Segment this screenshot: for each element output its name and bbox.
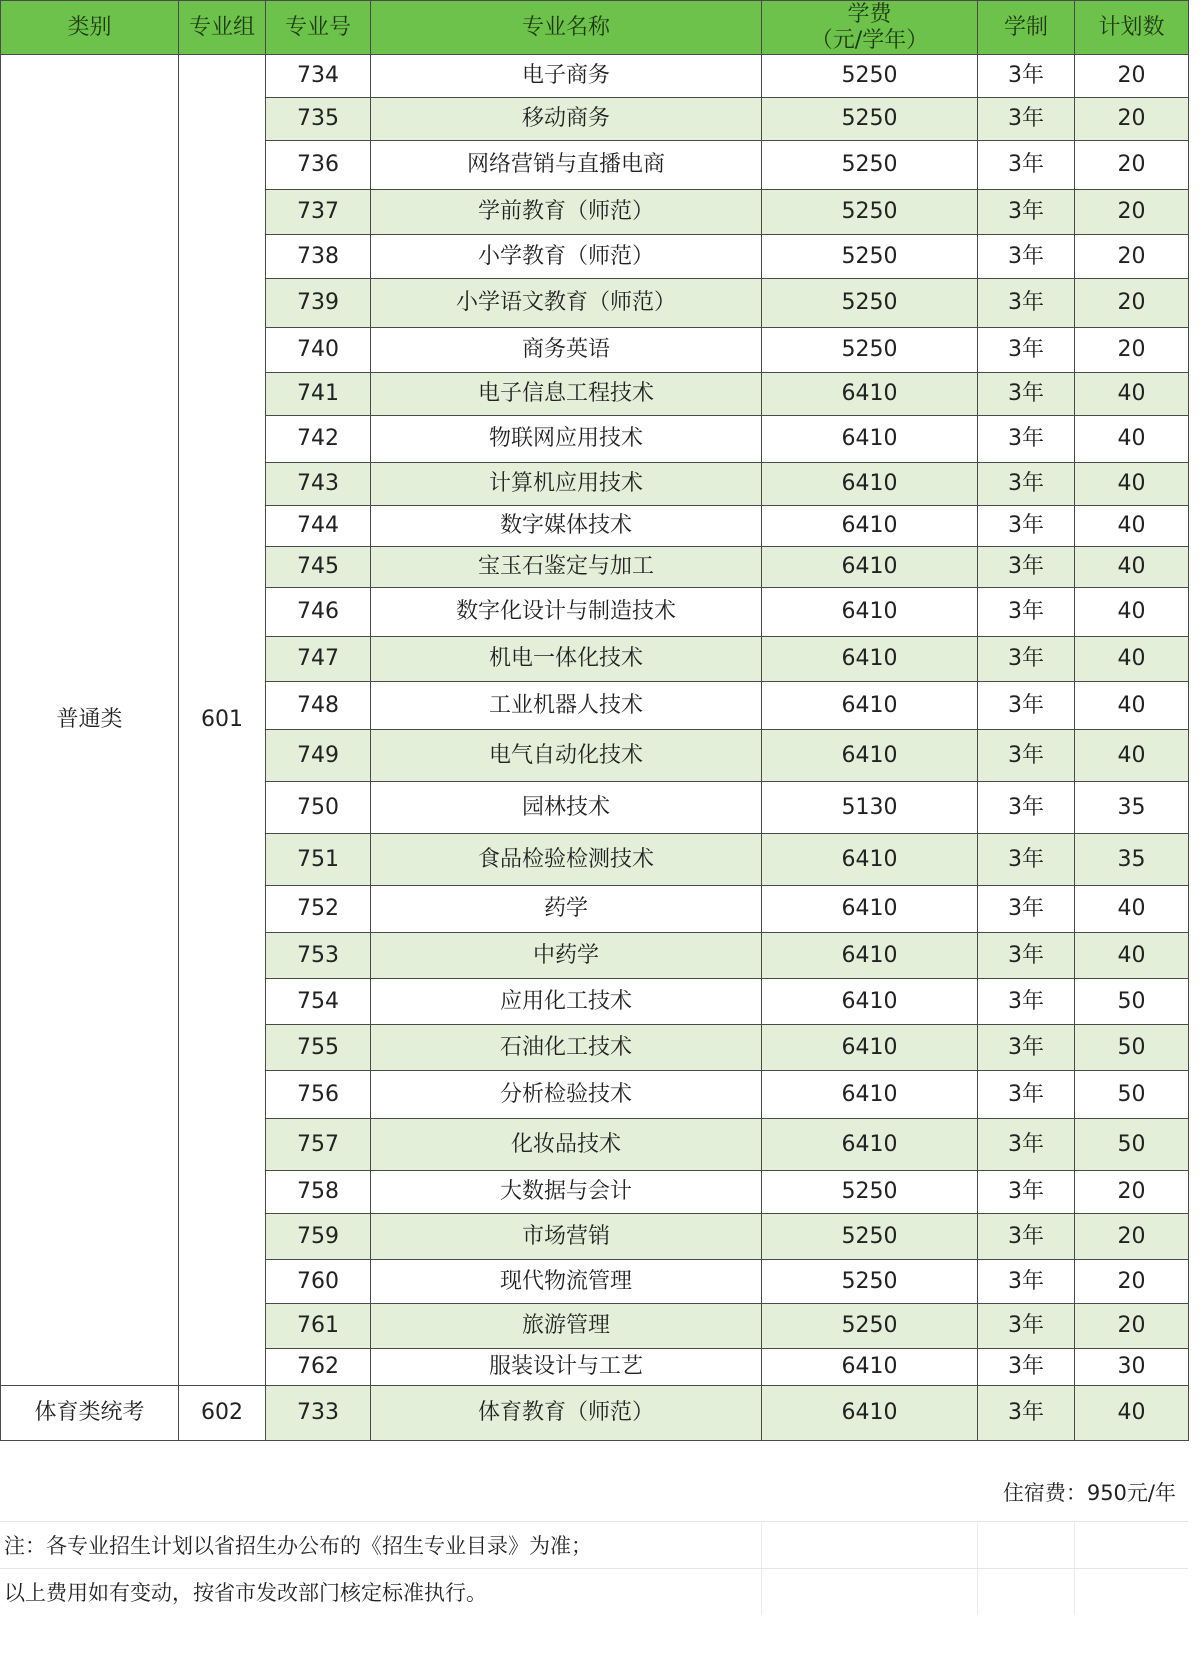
cell-name: 中药学 bbox=[371, 933, 762, 979]
cell-plan: 40 bbox=[1075, 886, 1189, 933]
header-name: 专业名称 bbox=[371, 1, 762, 55]
cell-duration: 3年 bbox=[978, 141, 1075, 190]
cell-duration: 3年 bbox=[978, 55, 1075, 98]
group-cell: 602 bbox=[179, 1386, 266, 1441]
header-group: 专业组 bbox=[179, 1, 266, 55]
lodging-fee-text: 住宿费：950元/年 bbox=[1002, 1481, 1176, 1505]
header-code: 专业号 bbox=[266, 1, 371, 55]
cell-plan: 40 bbox=[1075, 637, 1189, 682]
cell-duration: 3年 bbox=[978, 933, 1075, 979]
header-category: 类别 bbox=[1, 1, 179, 55]
cell-fee: 6410 bbox=[762, 463, 978, 506]
cell-duration: 3年 bbox=[978, 1119, 1075, 1171]
cell-fee: 6410 bbox=[762, 1071, 978, 1119]
cell-plan: 40 bbox=[1075, 416, 1189, 463]
lodging-row bbox=[0, 1469, 1188, 1522]
cell-name: 药学 bbox=[371, 886, 762, 933]
cell-fee: 6410 bbox=[762, 682, 978, 730]
cell-name: 体育教育（师范） bbox=[371, 1386, 762, 1441]
cell-code: 761 bbox=[266, 1304, 371, 1349]
cell-code: 762 bbox=[266, 1349, 371, 1386]
cell-code: 744 bbox=[266, 506, 371, 547]
cell-duration: 3年 bbox=[978, 463, 1075, 506]
cell-name: 现代物流管理 bbox=[371, 1260, 762, 1304]
cell-plan: 35 bbox=[1075, 782, 1189, 834]
cell-fee: 5250 bbox=[762, 328, 978, 373]
cell-name: 市场营销 bbox=[371, 1214, 762, 1260]
cell-plan: 30 bbox=[1075, 1349, 1189, 1386]
cell-fee: 6410 bbox=[762, 547, 978, 588]
cell-code: 758 bbox=[266, 1171, 371, 1214]
cell-duration: 3年 bbox=[978, 1304, 1075, 1349]
cell-duration: 3年 bbox=[978, 1349, 1075, 1386]
cell-code: 742 bbox=[266, 416, 371, 463]
cell-fee: 5250 bbox=[762, 190, 978, 235]
cell-duration: 3年 bbox=[978, 1071, 1075, 1119]
cell-code: 747 bbox=[266, 637, 371, 682]
cell-duration: 3年 bbox=[978, 730, 1075, 782]
cell-name: 分析检验技术 bbox=[371, 1071, 762, 1119]
cell-code: 749 bbox=[266, 730, 371, 782]
cell-fee: 6410 bbox=[762, 373, 978, 416]
cell-duration: 3年 bbox=[978, 782, 1075, 834]
cell-name: 旅游管理 bbox=[371, 1304, 762, 1349]
group-cell: 601 bbox=[179, 55, 266, 1386]
cell-plan: 20 bbox=[1075, 1304, 1189, 1349]
category-cell: 普通类 bbox=[1, 55, 179, 1386]
cell-name: 电子信息工程技术 bbox=[371, 373, 762, 416]
cell-plan: 20 bbox=[1075, 1214, 1189, 1260]
cell-name: 石油化工技术 bbox=[371, 1025, 762, 1071]
cell-duration: 3年 bbox=[978, 416, 1075, 463]
cell-code: 756 bbox=[266, 1071, 371, 1119]
cell-plan: 20 bbox=[1075, 55, 1189, 98]
cell-plan: 20 bbox=[1075, 141, 1189, 190]
cell-duration: 3年 bbox=[978, 98, 1075, 141]
cell-code: 733 bbox=[266, 1386, 371, 1441]
cell-name: 计算机应用技术 bbox=[371, 463, 762, 506]
cell-plan: 50 bbox=[1075, 1025, 1189, 1071]
cell-code: 741 bbox=[266, 373, 371, 416]
cell-code: 738 bbox=[266, 235, 371, 279]
cell-code: 740 bbox=[266, 328, 371, 373]
cell-duration: 3年 bbox=[978, 1025, 1075, 1071]
table-row bbox=[1, 55, 1189, 98]
cell-plan: 35 bbox=[1075, 834, 1189, 886]
cell-fee: 6410 bbox=[762, 506, 978, 547]
cell-name: 大数据与会计 bbox=[371, 1171, 762, 1214]
cell-plan: 20 bbox=[1075, 235, 1189, 279]
cell-plan: 40 bbox=[1075, 463, 1189, 506]
cell-code: 750 bbox=[266, 782, 371, 834]
cell-fee: 6410 bbox=[762, 1386, 978, 1441]
cell-plan: 50 bbox=[1075, 1071, 1189, 1119]
cell-code: 734 bbox=[266, 55, 371, 98]
cell-name: 食品检验检测技术 bbox=[371, 834, 762, 886]
cell-code: 760 bbox=[266, 1260, 371, 1304]
cell-code: 737 bbox=[266, 190, 371, 235]
cell-name: 园林技术 bbox=[371, 782, 762, 834]
cell-duration: 3年 bbox=[978, 1260, 1075, 1304]
header-fee-line2: （元/学年） bbox=[810, 27, 929, 53]
cell-fee: 6410 bbox=[762, 1349, 978, 1386]
cell-plan: 20 bbox=[1075, 98, 1189, 141]
cell-code: 748 bbox=[266, 682, 371, 730]
cell-plan: 20 bbox=[1075, 190, 1189, 235]
cell-duration: 3年 bbox=[978, 682, 1075, 730]
cell-duration: 3年 bbox=[978, 1386, 1075, 1441]
footer-notes bbox=[0, 1481, 1188, 1673]
cell-plan: 50 bbox=[1075, 1119, 1189, 1171]
note-row-1 bbox=[0, 1522, 1188, 1569]
cell-plan: 40 bbox=[1075, 1386, 1189, 1441]
cell-name: 网络营销与直播电商 bbox=[371, 141, 762, 190]
cell-name: 物联网应用技术 bbox=[371, 416, 762, 463]
cell-plan: 50 bbox=[1075, 979, 1189, 1025]
cell-code: 757 bbox=[266, 1119, 371, 1171]
cell-fee: 6410 bbox=[762, 886, 978, 933]
cell-code: 751 bbox=[266, 834, 371, 886]
cell-plan: 20 bbox=[1075, 1260, 1189, 1304]
cell-name: 数字化设计与制造技术 bbox=[371, 588, 762, 637]
cell-fee: 5250 bbox=[762, 1214, 978, 1260]
cell-name: 电子商务 bbox=[371, 55, 762, 98]
cell-name: 移动商务 bbox=[371, 98, 762, 141]
cell-name: 学前教育（师范） bbox=[371, 190, 762, 235]
note-line-2: 以上费用如有变动，按省市发改部门核定标准执行。 bbox=[4, 1581, 487, 1605]
cell-code: 755 bbox=[266, 1025, 371, 1071]
cell-fee: 5250 bbox=[762, 141, 978, 190]
cell-fee: 6410 bbox=[762, 730, 978, 782]
cell-duration: 3年 bbox=[978, 1214, 1075, 1260]
cell-duration: 3年 bbox=[978, 637, 1075, 682]
header-fee bbox=[762, 1, 978, 55]
cell-plan: 40 bbox=[1075, 730, 1189, 782]
header-plan: 计划数 bbox=[1075, 1, 1189, 55]
cell-code: 753 bbox=[266, 933, 371, 979]
cell-fee: 6410 bbox=[762, 588, 978, 637]
cell-code: 736 bbox=[266, 141, 371, 190]
cell-name: 宝玉石鉴定与加工 bbox=[371, 547, 762, 588]
header-fee-line1: 学费 bbox=[847, 2, 892, 28]
cell-duration: 3年 bbox=[978, 190, 1075, 235]
note-row-2 bbox=[0, 1569, 1188, 1615]
cell-code: 743 bbox=[266, 463, 371, 506]
note-line-1: 注：各专业招生计划以省招生办公布的《招生专业目录》为准； bbox=[4, 1534, 592, 1558]
cell-duration: 3年 bbox=[978, 328, 1075, 373]
cell-duration: 3年 bbox=[978, 886, 1075, 933]
cell-name: 化妆品技术 bbox=[371, 1119, 762, 1171]
cell-duration: 3年 bbox=[978, 1171, 1075, 1214]
cell-fee: 5250 bbox=[762, 1304, 978, 1349]
cell-fee: 5250 bbox=[762, 1260, 978, 1304]
cell-name: 服装设计与工艺 bbox=[371, 1349, 762, 1386]
cell-name: 小学语文教育（师范） bbox=[371, 279, 762, 328]
cell-name: 电气自动化技术 bbox=[371, 730, 762, 782]
header-duration: 学制 bbox=[978, 1, 1075, 55]
cell-name: 小学教育（师范） bbox=[371, 235, 762, 279]
cell-code: 754 bbox=[266, 979, 371, 1025]
cell-plan: 20 bbox=[1075, 279, 1189, 328]
cell-duration: 3年 bbox=[978, 588, 1075, 637]
cell-fee: 5250 bbox=[762, 98, 978, 141]
cell-plan: 40 bbox=[1075, 588, 1189, 637]
cell-code: 746 bbox=[266, 588, 371, 637]
cell-code: 745 bbox=[266, 547, 371, 588]
category-cell: 体育类统考 bbox=[1, 1386, 179, 1441]
cell-plan: 40 bbox=[1075, 933, 1189, 979]
cell-fee: 6410 bbox=[762, 834, 978, 886]
cell-duration: 3年 bbox=[978, 834, 1075, 886]
cell-name: 机电一体化技术 bbox=[371, 637, 762, 682]
cell-fee: 5250 bbox=[762, 235, 978, 279]
cell-code: 735 bbox=[266, 98, 371, 141]
cell-fee: 6410 bbox=[762, 1025, 978, 1071]
cell-code: 739 bbox=[266, 279, 371, 328]
cell-plan: 40 bbox=[1075, 547, 1189, 588]
cell-duration: 3年 bbox=[978, 279, 1075, 328]
cell-name: 应用化工技术 bbox=[371, 979, 762, 1025]
cell-code: 752 bbox=[266, 886, 371, 933]
cell-fee: 5130 bbox=[762, 782, 978, 834]
cell-fee: 6410 bbox=[762, 933, 978, 979]
cell-fee: 5250 bbox=[762, 55, 978, 98]
cell-name: 商务英语 bbox=[371, 328, 762, 373]
cell-fee: 5250 bbox=[762, 279, 978, 328]
cell-plan: 40 bbox=[1075, 682, 1189, 730]
cell-plan: 40 bbox=[1075, 506, 1189, 547]
cell-duration: 3年 bbox=[978, 235, 1075, 279]
cell-name: 工业机器人技术 bbox=[371, 682, 762, 730]
table-row bbox=[1, 1386, 1189, 1441]
cell-duration: 3年 bbox=[978, 979, 1075, 1025]
cell-duration: 3年 bbox=[978, 506, 1075, 547]
cell-fee: 6410 bbox=[762, 979, 978, 1025]
cell-fee: 6410 bbox=[762, 416, 978, 463]
cell-fee: 6410 bbox=[762, 637, 978, 682]
cell-name: 数字媒体技术 bbox=[371, 506, 762, 547]
header-row bbox=[1, 1, 1189, 55]
cell-code: 759 bbox=[266, 1214, 371, 1260]
cell-fee: 5250 bbox=[762, 1171, 978, 1214]
cell-duration: 3年 bbox=[978, 373, 1075, 416]
cell-plan: 20 bbox=[1075, 328, 1189, 373]
cell-duration: 3年 bbox=[978, 547, 1075, 588]
cell-plan: 20 bbox=[1075, 1171, 1189, 1214]
table-body bbox=[1, 55, 1189, 1441]
cell-plan: 40 bbox=[1075, 373, 1189, 416]
cell-fee: 6410 bbox=[762, 1119, 978, 1171]
